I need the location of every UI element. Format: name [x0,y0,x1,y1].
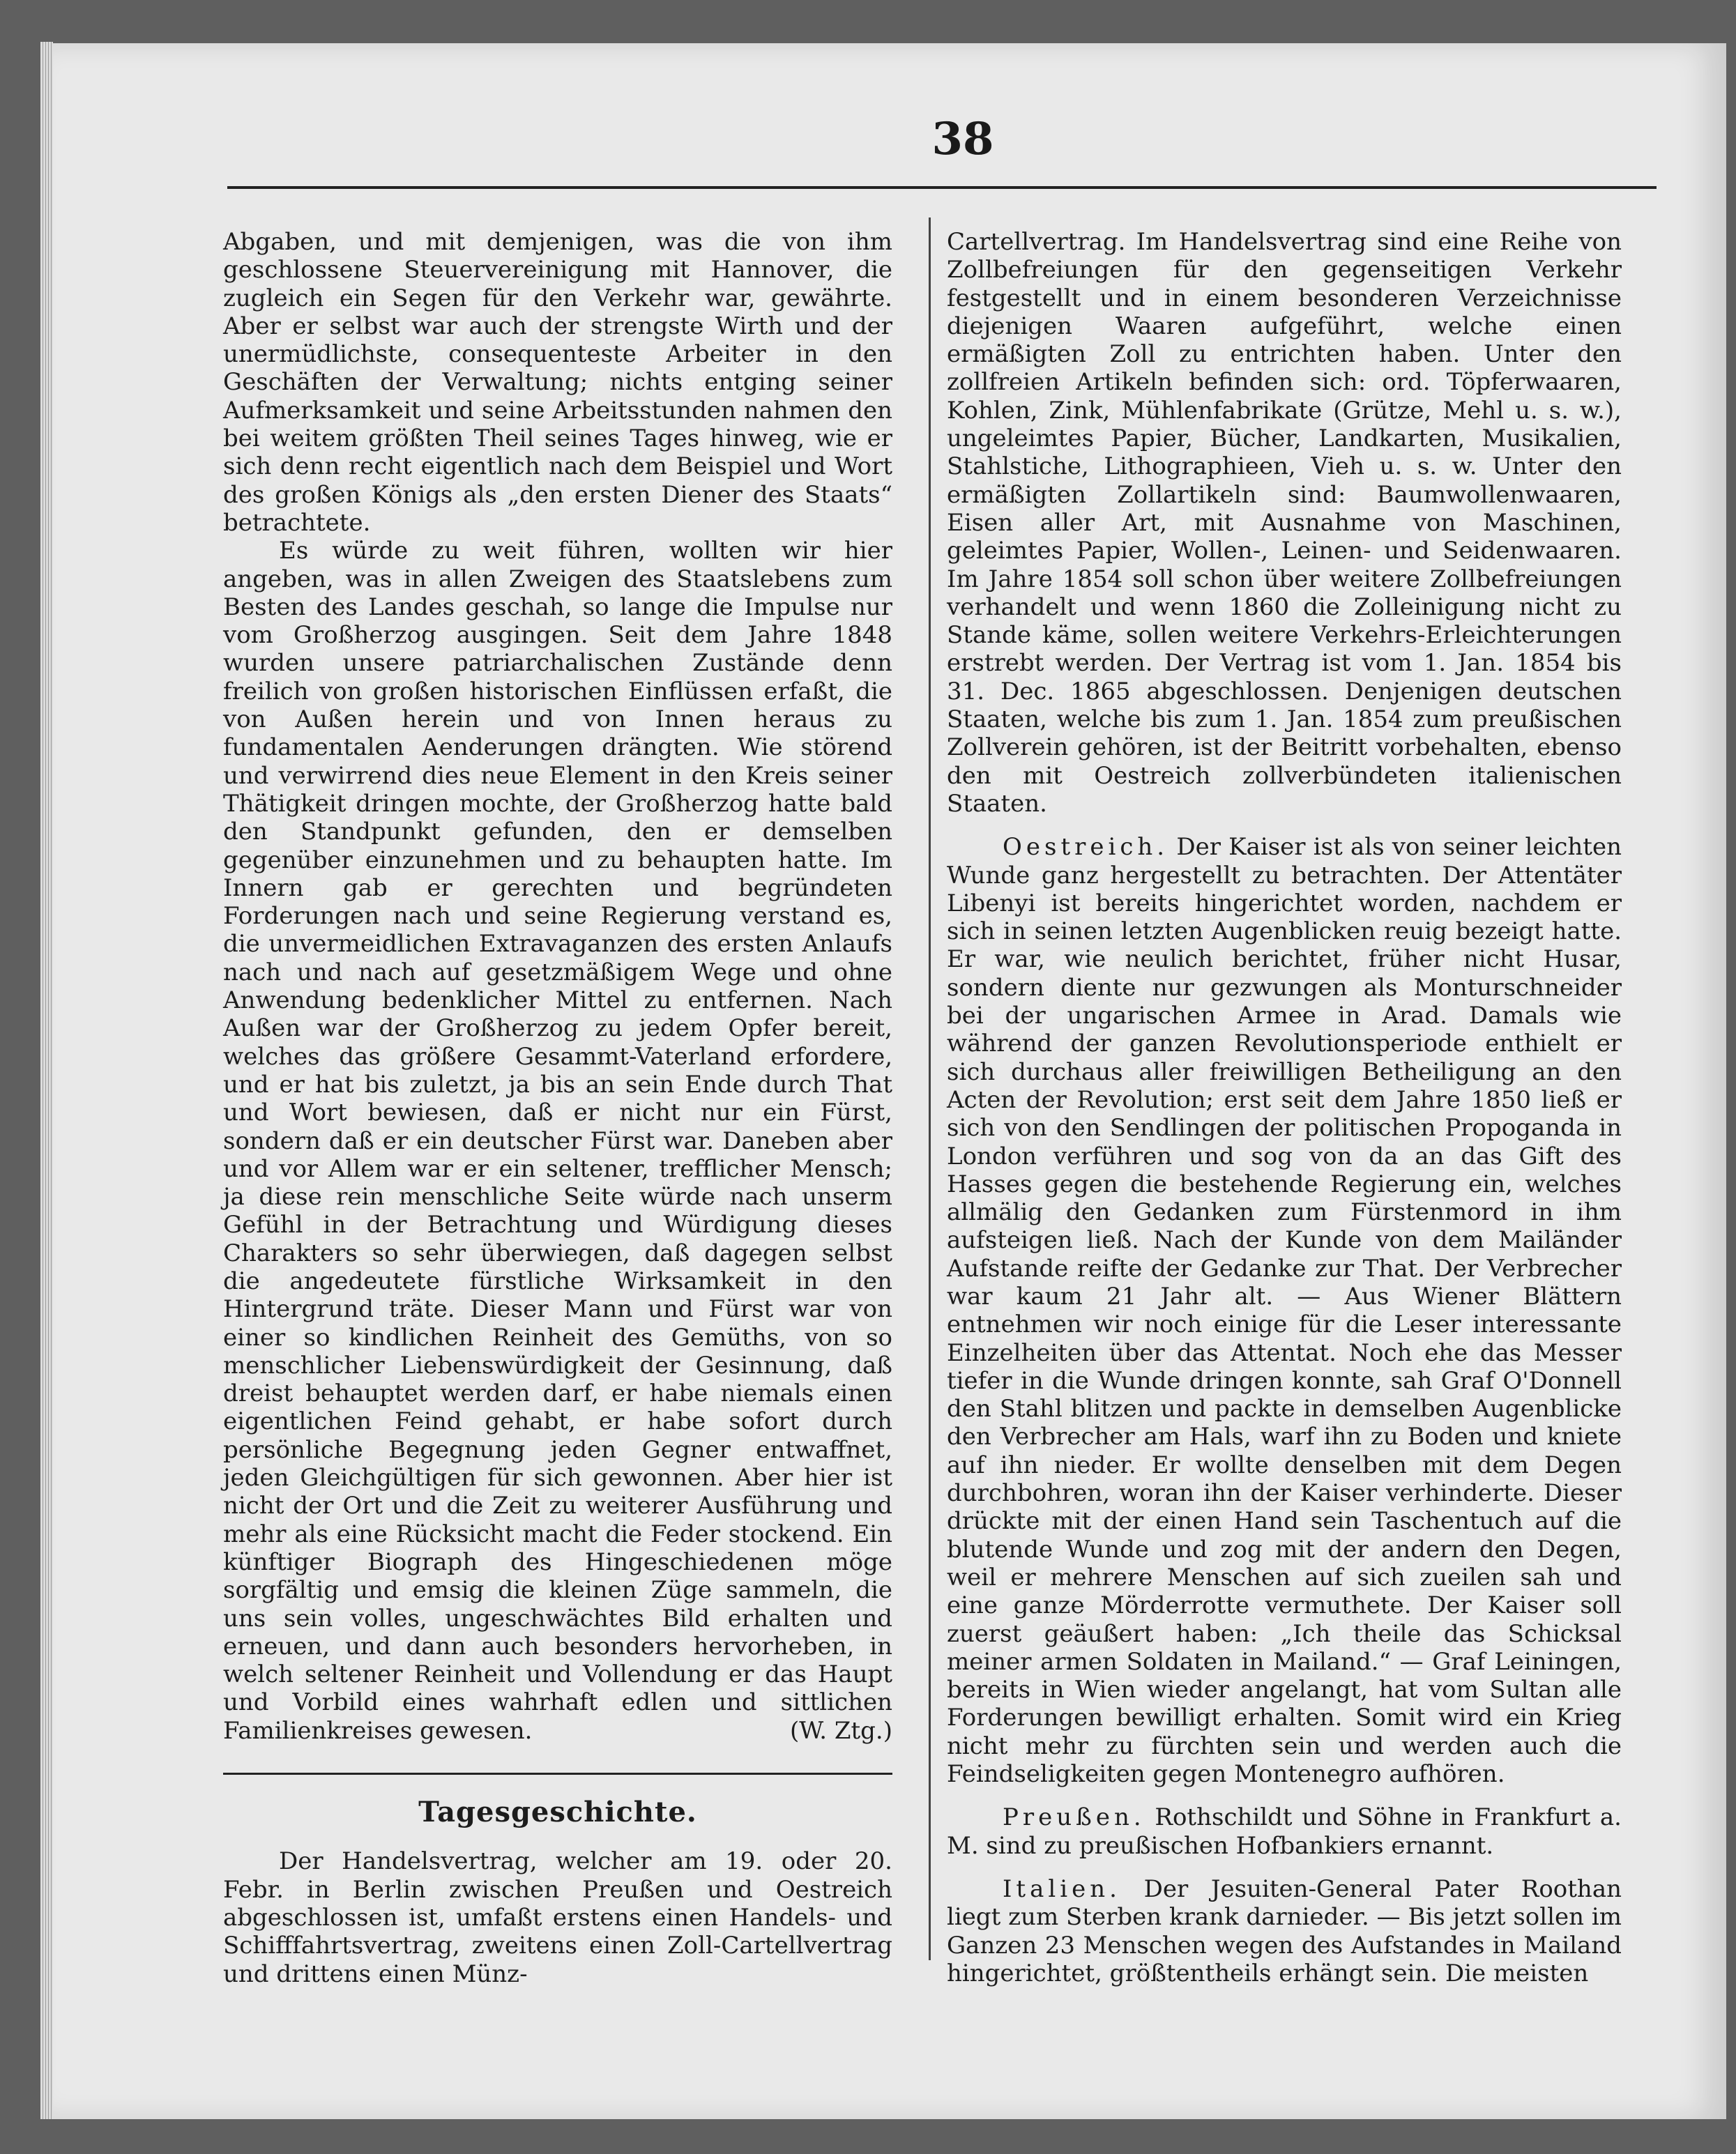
news-item-italien [947,1875,1622,1987]
article-paragraph [223,537,892,1745]
source-credit: (W. Ztg.) [789,1716,892,1745]
paragraph-gap [947,1860,1622,1875]
news-item-preussen [947,1803,1622,1860]
news-paragraph: Cartellvertrag. Im Handelsvertrag sind eine Reihe von Zollbefreiungen für den gegenseitigen Verkehr festgestellt und in einem besonderen Verzeichnisse diejenigen Waaren aufgeführt, welche einen ermäßigten Zoll zu entrichten haben. Unter den zollfreien Artikeln befinden sich: ord. Töpferwaaren, Kohlen, Zink, Mühlenfabrikate (Grütze, Mehl u. s. w.), ungeleimtes Papier, Bücher, Landkarten, Musikalien, Stahlstiche, Lithographieen, Vieh u. s. w. Unter den ermäßigten Zollartikeln sind: Baumwollenwaaren, Eisen aller Art, mit Ausnahme von Maschinen, geleimtes Papier, Wollen-, Leinen- und Seidenwaaren. Im Jahre 1854 soll schon über weitere Zollbefreiungen verhandelt und wenn 1860 die Zolleinigung nicht zu Stande käme, sollen weitere Verkehrs-Erleichterungen erstrebt werden. Der Vertrag ist vom 1. Jan. 1854 bis 31. Dec. 1865 abgeschlossen. Denjenigen deutschen Staaten, welche bis zum 1. Jan. 1854 zum preußischen Zollverein gehören, ist der Beitritt vorbehalten, ebenso den mit Oestreich zollverbündeten italienischen Staaten. [947,228,1622,818]
news-item-text: Der Jesuiten-General Pater Roothan liegt zum Sterben krank darnieder. — Bis jetzt sollen im Ganzen 23 Menschen wegen des Aufstandes in Mailand hingerichtet, größtentheils erhängt sein. Die meisten [947,1874,1622,1987]
column-divider [929,217,931,1960]
right-column [947,228,1622,1987]
newspaper-page [53,43,1726,2119]
paragraph-gap [947,1788,1622,1803]
section-heading: Tagesgeschichte. [418,1796,697,1829]
page-number: 38 [931,113,994,165]
page-stack-edge [40,42,53,2119]
news-item-lead: Preußen. [1003,1803,1145,1832]
news-item-lead: Italien. [1003,1874,1121,1903]
section-divider [223,1773,892,1775]
news-item-text: Der Kaiser ist als von seiner leichten Wunde ganz hergestellt zu betrachten. Der Attentäter Libenyi ist bereits hingerichtet worden, nachdem er sich in seinen letzten Augenblicken reuig bezeigt hatte. Er war, wie neulich berichtet, früher nicht Husar, sondern diente nur gezwungen als Monturschneider bei der ungarischen Armee in Arad. Damals wie während der ganzen Revolutionsperiode enthielt er sich durchaus aller freiwilligen Betheiligung an den Acten der Revolution; erst seit dem Jahre 1850 ließ er sich von den Sendlingen der politischen Propoganda in London verführen und sog von da an das Gift des Hasses gegen die bestehende Regierung ein, welches allmälig den Gedanken zum Fürstenmord in ihm aufsteigen ließ. Nach der Kunde von dem Mailänder Aufstande reifte der Gedanke zur That. Der Verbrecher war kaum 21 Jahr alt. — Aus Wiener Blättern entnehmen wir noch einige für die Leser interessante Einzelheiten über das Attentat. Noch ehe das Messer tiefer in die Wunde dringen konnte, sah Graf O'Donnell den Stahl blitzen und packte in demselben Augenblicke den Verbrecher am Hals, warf ihn zu Boden und kniete auf ihn nieder. Er wollte denselben mit dem Degen durchbohren, woran ihn der Kaiser verhinderte. Dieser drückte mit der einen Hand sein Taschentuch auf die blutende Wunde und zog mit der andern den Degen, weil er mehrere Menschen auf sich zueilen sah und eine ganze Mörderrotte vermuthete. Der Kaiser soll zuerst geäußert haben: „Ich theile das Schicksal meiner armen Soldaten in Mailand.“ — Graf Leiningen, bereits in Wien wieder angelangt, hat vom Sultan alle Forderungen bewilligt erhalten. Somit wird ein Krieg nicht mehr zu fürchten sein und werden auch die Feindseligkeiten gegen Montenegro aufhören. [947,833,1622,1789]
header-rule [227,186,1657,189]
paragraph-gap [947,818,1622,833]
news-item-lead: Oestreich. [1003,833,1169,862]
news-item-text: Rothschildt und Söhne in Frankfurt a. M. sind zu preußischen Hofbankiers ernannt. [947,1803,1622,1860]
article-paragraph: Abgaben, und mit demjenigen, was die von ihm geschlossene Steuervereinigung mit Hannover, die zugleich ein Segen für den Verkehr war, gewährte. Aber er selbst war auch der strengste Wirth und der unermüdlichste, consequenteste Arbeiter in den Geschäften der Verwaltung; nichts entging seiner Aufmerksamkeit und seine Arbeitsstunden nahmen den bei weitem größten Theil seines Tages hinweg, wie er sich denn recht eigentlich nach dem Beispiel und Wort des großen Königs als „den ersten Diener des Staats“ betrachtete. [223,228,892,537]
news-paragraph: Der Handelsvertrag, welcher am 19. oder 20. Febr. in Berlin zwischen Preußen und Oestreich abgeschlossen ist, umfaßt erstens einen Handels- und Schifffahrtsvertrag, zweitens einen Zoll-Cartellvertrag und drittens einen Münz- [223,1847,892,1988]
article-paragraph-text: Es würde zu weit führen, wollten wir hier angeben, was in allen Zweigen des Staatslebens zum Besten des Landes geschah, so lange die Impulse nur vom Großherzog ausgingen. Seit dem Jahre 1848 wurden unsere patriarchalischen Zustände denn freilich von großen historischen Einflüssen erfaßt, die von Außen herein und von Innen heraus zu fundamentalen Aenderungen drängten. Wie störend und verwirrend dies neue Element in den Kreis seiner Thätigkeit dringen mochte, der Großherzog hatte bald den Standpunkt gefunden, den er demselben gegenüber einzunehmen und zu behaupten hatte. Im Innern gab er gerechten und begründeten Forderungen nach und seine Regierung verstand es, die unvermeidlichen Extravaganzen des ersten Anlaufs nach und nach auf gesetzmäßigem Wege und ohne Anwendung bedenklicher Mittel zu entfernen. Nach Außen war der Großherzog zu jedem Opfer bereit, welches das größere Gesammt-Vaterland erfordere, und er hat bis zuletzt, ja bis an sein Ende durch That und Wort bewiesen, daß er nicht nur ein Fürst, sondern daß er ein deutscher Fürst war. Daneben aber und vor Allem war er ein seltener, trefflicher Mensch; ja diese rein menschliche Seite würde nach unserm Gefühl in der Betrachtung und Würdigung dieses Charakters so sehr überwiegen, daß dagegen selbst die angedeutete fürstliche Wirksamkeit in den Hintergrund träte. Dieser Mann und Fürst war von einer so kindlichen Reinheit des Gemüths, von so menschlicher Liebenswürdigkeit der Gesinnung, daß dreist behauptet werden darf, er habe niemals einen eigentlichen Feind gehabt, er habe sofort durch persönliche Begegnung jeden Gegner entwaffnet, jeden Gleichgültigen für sich gewonnen. Aber hier ist nicht der Ort und die Zeit zu weiterer Ausführung und mehr als eine Rücksicht macht die Feder stockend. Ein künftiger Biograph des Hingeschiedenen möge sorgfältig und emsig die kleinen Züge sammeln, die uns sein volles, ungeschwächtes Bild erhalten und erneuen, und dann auch besonders hervorheben, in welch seltener Reinheit und Vollendung er das Haupt und Vorbild eines wahrhaft edlen und sittlichen Familienkreises gewesen. [223,537,892,1745]
left-column [223,228,892,1988]
news-item-oestreich [947,833,1622,1788]
